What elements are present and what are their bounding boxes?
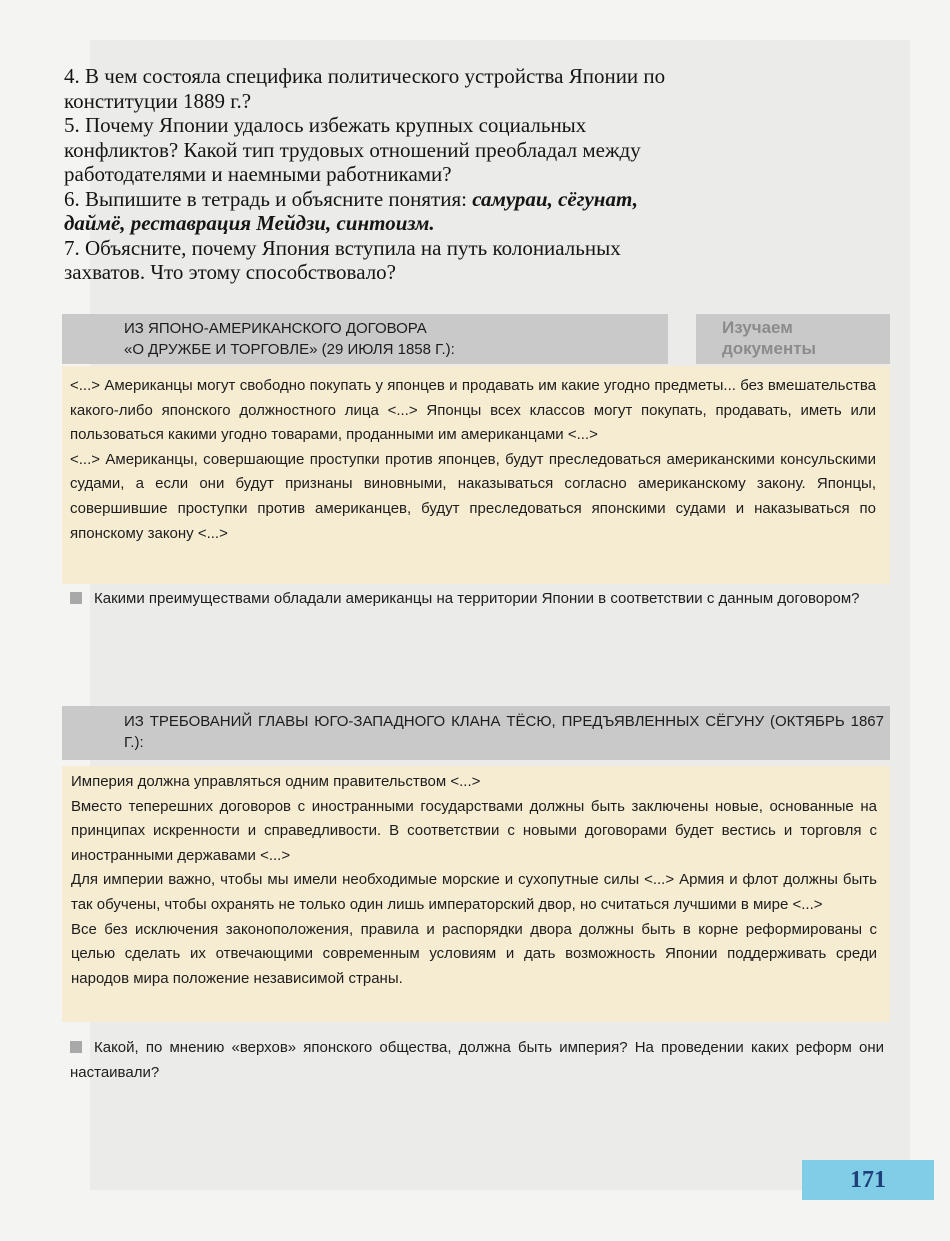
document-2-paragraph: Вместо теперешних договоров с иностранными государствами должны быть заключены новые, основанные на принципах искренности и справедливости. В соответствии с новыми договорами будет вестись и торговля с иностранными державами <...>	[71, 797, 877, 864]
document-1-paragraph: <...> Американцы могут свободно покупать у японцев и продавать им какие угодно предметы... без вмешательства какого-либо японского должностного лица <...> Японцы всех классов могут покупать, продавать, иметь или пользоваться какими угодно товарами, проданными им американцами <...>	[70, 377, 876, 444]
badge-line1: Изучаем	[722, 318, 793, 337]
question-5: 5. Почему Японии удалось избежать крупных социальных конфликтов? Какой тип трудовых отношений преобладал между работодателями и наемными работниками?	[64, 113, 641, 186]
question-6-terms: самураи, сёгунат, даймё, реставрация Мейдзи, синтоизм.	[64, 186, 639, 235]
document-1-text	[62, 366, 890, 584]
page-number: 171	[802, 1160, 934, 1200]
document-1-question	[70, 587, 884, 612]
question-bullet-icon	[70, 1041, 82, 1053]
badge-line2: документы	[722, 339, 817, 358]
question-6-text: 6. Выпишите в тетрадь и объясните понятия:	[64, 186, 473, 211]
document-2-question-text: Какой, по мнению «верхов» японского общества, должна быть империя? На проведении каких реформ они настаивали?	[70, 1039, 884, 1081]
document-2-text	[62, 766, 890, 1022]
document-2-paragraph: Все без исключения законоположения, правила и распорядки двора должны быть в корне реформированы с целью сделать их отвечающими современным условиям и дать возможность Японии поддерживать среди народов мира положение независимой страны.	[71, 920, 877, 987]
document-2-heading	[62, 706, 890, 760]
question-4: 4. В чем состояла специфика политического устройства Японии по конституции 1889 г.?	[64, 64, 666, 113]
document-1-heading-line1: ИЗ ЯПОНО-АМЕРИКАНСКОГО ДОГОВОРА	[124, 320, 427, 337]
document-2-question	[70, 1036, 884, 1085]
document-2-paragraph: Империя должна управляться одним правительством <...>	[71, 773, 481, 790]
document-1-heading	[62, 314, 668, 364]
review-questions	[64, 64, 704, 285]
question-bullet-icon	[70, 592, 82, 604]
question-7: 7. Объясните, почему Япония вступила на путь колониальных захватов. Что этому способствовало?	[64, 235, 621, 284]
study-documents-badge	[696, 314, 890, 364]
document-1-question-text: Какими преимуществами обладали американцы на территории Японии в соответствии с данным договором?	[94, 590, 860, 607]
document-2-heading-text: ИЗ ТРЕБОВАНИЙ ГЛАВЫ ЮГО-ЗАПАДНОГО КЛАНА ТЁСЮ, ПРЕДЪЯВЛЕННЫХ СЁГУНУ (ОКТЯБРЬ 1867 Г.):	[124, 713, 884, 751]
document-2-paragraph: Для империи важно, чтобы мы имели необходимые морские и сухопутные силы <...> Армия и флот должны быть так обучены, чтобы охранять не только один лишь императорский двор, но считаться лучшими в мире <...>	[71, 871, 877, 913]
question-6	[64, 187, 704, 236]
document-1-heading-line2: «О ДРУЖБЕ И ТОРГОВЛЕ» (29 ИЮЛЯ 1858 Г.):	[124, 341, 455, 358]
document-1-paragraph: <...> Американцы, совершающие проступки против японцев, будут преследоваться американскими консульскими судами, а если они будут признаны виновными, наказываться согласно американскому закону. Японцы, совершившие проступки против американцев, будут преследоваться японскими судами и наказываться по японскому закону <...>	[70, 450, 876, 542]
